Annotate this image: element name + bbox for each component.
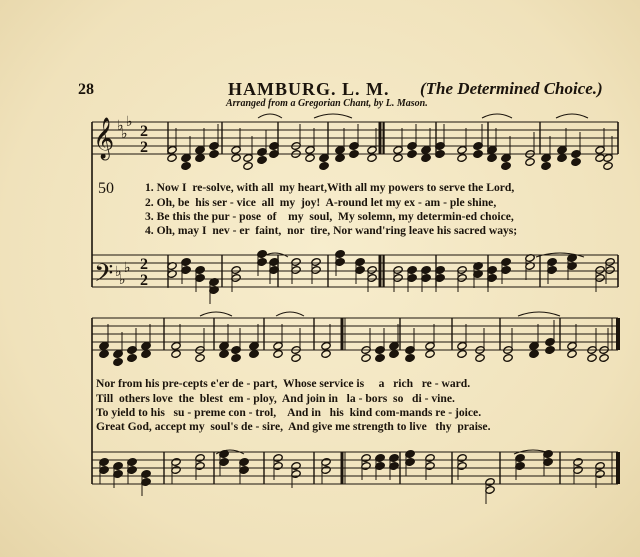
slur <box>258 114 282 118</box>
slur <box>200 312 232 316</box>
note-head <box>557 154 567 163</box>
note-head <box>257 156 267 165</box>
note-head <box>487 154 497 163</box>
note-head <box>231 354 241 363</box>
note-head <box>195 354 205 363</box>
note-head <box>501 162 511 171</box>
arranger-credit: Arranged from a Gregorian Chant, by L. Mason. <box>226 98 428 109</box>
note-head <box>195 154 205 163</box>
note-head <box>319 162 329 171</box>
note-head <box>349 150 359 159</box>
slur <box>276 312 304 316</box>
verse-line: 4. Oh, may I nev - er faint, nor tire, Nor wand'ring leave his sacred ways; <box>145 224 518 237</box>
note-head <box>545 346 555 355</box>
verse-line: Nor from his pre-cepts e'er de - part, Whose service is a rich re - ward. <box>96 377 471 390</box>
tune-subtitle: (The Determined Choice.) <box>420 79 603 98</box>
slur <box>556 114 588 118</box>
flat-icon: ♭ <box>117 118 124 134</box>
time-signature: 2 <box>140 123 148 140</box>
verse-line: Great God, accept my soul's de - sire, And give me strength to live thy praise. <box>96 420 491 433</box>
verse-line: Till others love the blest em - ploy, And join in la - bors so di - vine. <box>96 392 455 405</box>
note-head <box>525 158 535 167</box>
note-head <box>141 350 151 359</box>
note-head <box>571 158 581 167</box>
tune-title: HAMBURG. L. M. <box>228 79 390 99</box>
note-head <box>473 150 483 159</box>
flat-icon: ♭ <box>124 260 131 276</box>
note-head <box>407 150 417 159</box>
flat-icon: ♭ <box>121 126 128 142</box>
verse-line: To yield to his su - preme con - trol, And in his kind com-mands re - joice. <box>96 406 482 419</box>
note-head <box>457 154 467 163</box>
note-head <box>113 358 123 367</box>
hymn-number: 50 <box>98 180 114 197</box>
note-head <box>335 154 345 163</box>
verse-line: 3. Be this the pur - pose of my soul, My solemn, my determin-ed choice, <box>145 210 514 223</box>
treble-clef-icon: 𝄞 <box>93 118 115 159</box>
note-head <box>305 154 315 163</box>
note-head <box>231 154 241 163</box>
flat-icon: ♭ <box>119 272 126 288</box>
note-head <box>167 154 177 163</box>
note-head <box>219 350 229 359</box>
note-head <box>99 350 109 359</box>
time-signature: 2 <box>140 256 148 273</box>
note-head <box>389 350 399 359</box>
slur <box>518 312 560 316</box>
note-head <box>375 354 385 363</box>
note-head <box>269 150 279 159</box>
flat-icon: ♭ <box>126 114 133 130</box>
note-head <box>127 354 137 363</box>
note-head <box>599 354 609 363</box>
note-head <box>603 162 613 171</box>
verse-line: 2. Oh, be his ser - vice all my joy! A-round let my ex - am - ple shine, <box>145 196 497 209</box>
note-head <box>273 350 283 359</box>
note-head <box>171 350 181 359</box>
page-number: 28 <box>78 81 94 98</box>
note-head <box>321 350 331 359</box>
note-head <box>209 150 219 159</box>
note-head <box>249 350 259 359</box>
note-head <box>243 162 253 171</box>
note-head <box>361 354 371 363</box>
note-head <box>567 350 577 359</box>
note-head <box>529 350 539 359</box>
note-head <box>421 154 431 163</box>
note-head <box>503 354 513 363</box>
note-head <box>291 354 301 363</box>
note-head <box>541 162 551 171</box>
note-head <box>405 354 415 363</box>
slur <box>482 114 512 118</box>
note-head <box>587 354 597 363</box>
bass-clef-icon: 𝄢 <box>94 259 114 294</box>
time-signature: 2 <box>140 139 148 156</box>
note-head <box>457 350 467 359</box>
slur <box>314 114 352 118</box>
flat-icon: ♭ <box>115 264 122 280</box>
note-head <box>367 154 377 163</box>
note-head <box>393 154 403 163</box>
note-head <box>475 354 485 363</box>
note-head <box>181 162 191 171</box>
verse-line: 1. Now I re-solve, with all my heart,With all my powers to serve the Lord, <box>145 181 515 194</box>
time-signature: 2 <box>140 272 148 289</box>
note-head <box>425 350 435 359</box>
